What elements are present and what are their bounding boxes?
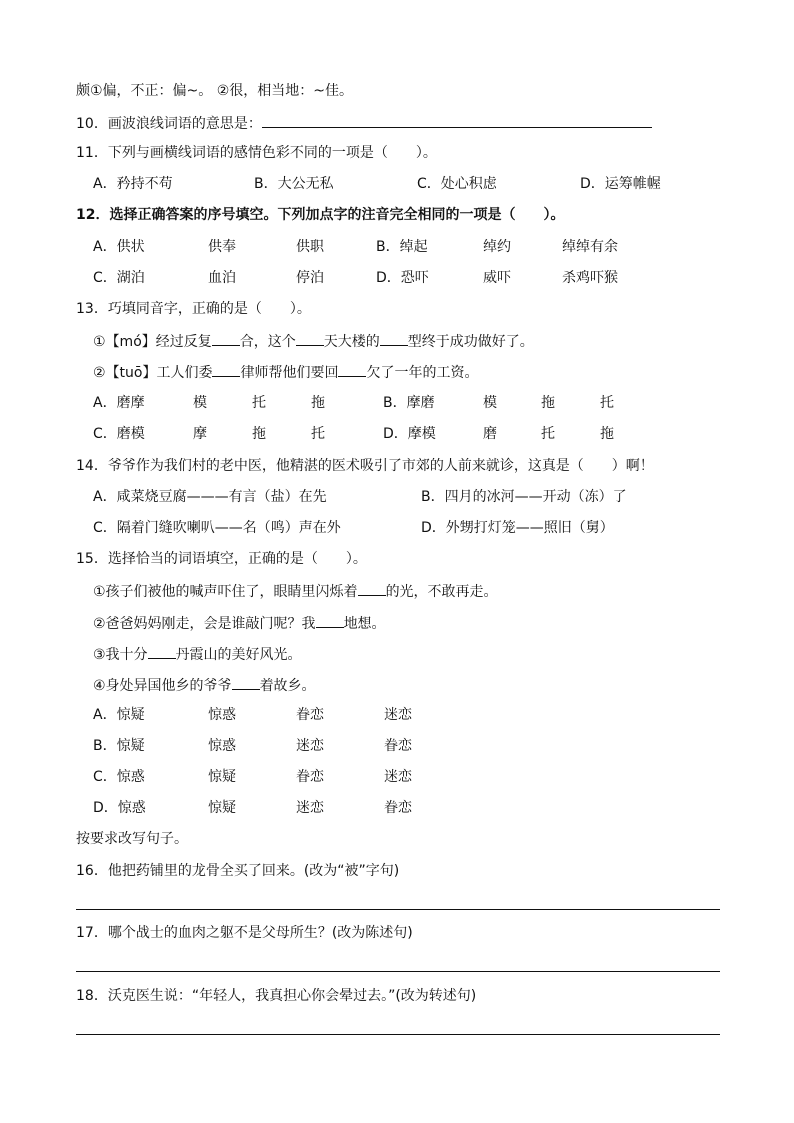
sentence-text: 型终于成功做好了。 <box>407 334 534 350</box>
question-10-text: 10．画波浪线词语的意思是： <box>76 116 262 132</box>
option-b[interactable]: B．惊疑 <box>93 738 145 754</box>
option-d[interactable]: D．惊惑 <box>93 800 146 816</box>
answer-blank[interactable] <box>316 612 344 628</box>
option-word: 惊惑 <box>208 707 236 723</box>
question-15-sentence-1 <box>93 580 498 600</box>
option-word: 惊惑 <box>208 738 236 754</box>
question-13-stem: 13．巧填同音字，正确的是（ ）。 <box>76 301 311 317</box>
option-word: 摩 <box>193 426 207 442</box>
option-d[interactable]: D．恐吓 <box>376 270 429 286</box>
question-17: 17．哪个战士的血肉之躯不是父母所生？(改为陈述句) <box>76 925 413 941</box>
answer-blank[interactable] <box>262 112 652 128</box>
sentence-text: 律师帮他们要回 <box>240 365 339 381</box>
option-word: 停泊 <box>296 270 324 286</box>
sentence-text: 欠了一年的工资。 <box>366 365 479 381</box>
answer-line[interactable] <box>76 1034 720 1035</box>
option-word: 迷恋 <box>384 769 412 785</box>
option-c[interactable]: C．磨模 <box>93 426 145 442</box>
option-b[interactable]: B．绰起 <box>376 239 428 255</box>
sentence-text: 合，这个 <box>239 334 296 350</box>
option-d[interactable]: D．运筹帷幄 <box>580 176 661 192</box>
option-word: 眷恋 <box>296 707 324 723</box>
answer-blank[interactable] <box>358 580 386 596</box>
option-b[interactable]: B．大公无私 <box>254 176 334 192</box>
sentence-text: 地想。 <box>343 616 386 632</box>
option-word: 迷恋 <box>296 800 324 816</box>
option-word: 迷恋 <box>384 707 412 723</box>
option-d[interactable]: D．摩模 <box>383 426 436 442</box>
answer-blank[interactable] <box>212 361 240 377</box>
question-15-stem: 15．选择恰当的词语填空，正确的是（ ）。 <box>76 551 367 567</box>
option-word: 迷恋 <box>296 738 324 754</box>
answer-line[interactable] <box>76 909 720 910</box>
question-13-sentence-2 <box>93 361 478 381</box>
question-13-sentence-1 <box>93 330 534 350</box>
option-a[interactable]: A．矜持不苟 <box>93 176 173 192</box>
option-word: 惊疑 <box>208 769 236 785</box>
option-a[interactable]: A．咸菜烧豆腐———有言（盐）在先 <box>93 489 327 505</box>
sentence-text: ②爸爸妈妈刚走，会是谁敲门呢？我 <box>93 616 316 632</box>
sentence-text: ②【tuō】工人们委 <box>93 365 213 381</box>
option-word: 绰绰有余 <box>562 239 618 255</box>
question-16: 16．他把药铺里的龙骨全买了回来。(改为“被”字句) <box>76 863 400 879</box>
question-10 <box>76 112 652 132</box>
option-word: 眷恋 <box>296 769 324 785</box>
option-word: 威吓 <box>483 270 511 286</box>
answer-blank[interactable] <box>148 643 176 659</box>
option-d[interactable]: D．外甥打灯笼——照旧（舅） <box>421 520 614 536</box>
option-word: 眷恋 <box>384 738 412 754</box>
option-word: 模 <box>193 395 207 411</box>
question-11-stem: 11．下列与画横线词语的感情色彩不同的一项是（ ）。 <box>76 145 437 161</box>
option-word: 绰约 <box>483 239 511 255</box>
answer-blank[interactable] <box>296 330 324 346</box>
option-word: 托 <box>541 426 555 442</box>
option-c[interactable]: C．处心积虑 <box>417 176 497 192</box>
option-word: 拖 <box>311 395 325 411</box>
sentence-text: ④身处异国他乡的爷爷 <box>93 678 232 694</box>
option-word: 血泊 <box>208 270 236 286</box>
question-15-sentence-2 <box>93 612 386 632</box>
sentence-text: 天大楼的 <box>323 334 380 350</box>
question-18: 18．沃克医生说：“年轻人，我真担心你会晕过去。”(改为转述句) <box>76 988 477 1004</box>
option-word: 拖 <box>541 395 555 411</box>
question-14-stem: 14．爷爷作为我们村的老中医，他精湛的医术吸引了市郊的人前来就诊，这真是（ ）啊！ <box>76 458 654 474</box>
question-12-stem: 12．选择正确答案的序号填空。下列加点字的注音完全相同的一项是（ ）。 <box>76 207 565 223</box>
option-a[interactable]: A．供状 <box>93 239 145 255</box>
option-word: 拖 <box>600 426 614 442</box>
option-word: 托 <box>311 426 325 442</box>
option-word: 托 <box>600 395 614 411</box>
option-c[interactable]: C．湖泊 <box>93 270 145 286</box>
sentence-text: 丹霞山的美好风光。 <box>175 647 302 663</box>
option-a[interactable]: A．惊疑 <box>93 707 145 723</box>
option-word: 托 <box>252 395 266 411</box>
sentence-text: ①孩子们被他的喊声吓住了，眼睛里闪烁着 <box>93 584 358 600</box>
option-b[interactable]: B．四月的冰河——开动（冻）了 <box>421 489 627 505</box>
option-word: 模 <box>483 395 497 411</box>
answer-blank[interactable] <box>338 361 366 377</box>
question-15-sentence-4 <box>93 674 316 694</box>
option-word: 供奉 <box>208 239 236 255</box>
section-heading: 按要求改写句子。 <box>76 831 188 847</box>
answer-blank[interactable] <box>232 674 260 690</box>
option-word: 磨 <box>483 426 497 442</box>
option-a[interactable]: A．磨摩 <box>93 395 145 411</box>
answer-line[interactable] <box>76 971 720 972</box>
sentence-text: 的光，不敢再走。 <box>385 584 498 600</box>
option-c[interactable]: C．隔着门缝吹喇叭——名（鸣）声在外 <box>93 520 341 536</box>
sentence-text: ③我十分 <box>93 647 148 663</box>
option-word: 杀鸡吓猴 <box>562 270 618 286</box>
option-c[interactable]: C．惊惑 <box>93 769 145 785</box>
option-b[interactable]: B．摩磨 <box>383 395 435 411</box>
answer-blank[interactable] <box>380 330 408 346</box>
sentence-text: ①【mó】经过反复 <box>93 334 212 350</box>
option-word: 供职 <box>296 239 324 255</box>
option-word: 惊疑 <box>208 800 236 816</box>
sentence-text: 着故乡。 <box>259 678 316 694</box>
question-15-sentence-3 <box>93 643 302 663</box>
option-word: 拖 <box>252 426 266 442</box>
definition-line: 颇①偏，不正：偏~。 ②很，相当地：~佳。 <box>76 83 354 99</box>
answer-blank[interactable] <box>212 330 240 346</box>
option-word: 眷恋 <box>384 800 412 816</box>
